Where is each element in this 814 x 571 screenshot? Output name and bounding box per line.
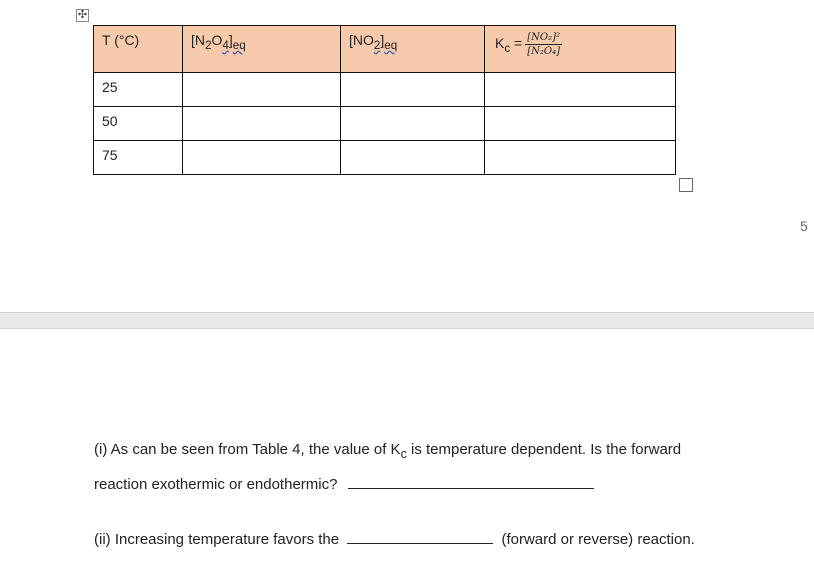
header-no2[interactable]: $[NO_2]_{eq}$ xyxy=(341,26,485,73)
header-temp[interactable]: T (°C) xyxy=(94,26,183,73)
table-resize-handle[interactable] xyxy=(679,178,693,192)
cell-temp[interactable]: 50 xyxy=(94,107,183,141)
cell-no2[interactable] xyxy=(341,107,485,141)
header-n2o4[interactable]: $[N_2O_4]_{eq}$ xyxy=(183,26,341,73)
cell-n2o4[interactable] xyxy=(183,107,341,141)
cell-kc[interactable] xyxy=(485,107,676,141)
table-move-handle-icon[interactable]: ✣ xyxy=(77,9,88,21)
question-i-line-2: reaction exothermic or endothermic? xyxy=(94,474,594,493)
kc-denominator: [N₂O₄] xyxy=(527,46,561,57)
cell-n2o4[interactable] xyxy=(183,73,341,107)
cell-temp[interactable]: 25 xyxy=(94,73,183,107)
answer-blank-i[interactable] xyxy=(348,474,594,489)
table-row xyxy=(94,73,676,107)
table-row xyxy=(94,107,676,141)
cell-kc[interactable] xyxy=(485,73,676,107)
page-number: 5 xyxy=(800,218,808,234)
cell-no2[interactable] xyxy=(341,141,485,175)
page-break-gap xyxy=(0,312,814,329)
cell-no2[interactable] xyxy=(341,73,485,107)
kc-fraction xyxy=(525,32,562,57)
cell-kc[interactable] xyxy=(485,141,676,175)
table-header-row xyxy=(94,26,676,73)
question-i-line-1: (i) As can be seen from Table 4, the value of $K_c$ is temperature dependent. Is the forward xyxy=(94,441,682,461)
cell-n2o4[interactable] xyxy=(183,141,341,175)
kc-expression: $K_c$ = $\frac{\text{[NO₂]²}}{\text{[N₂O₄]}}$ xyxy=(495,32,561,57)
header-kc[interactable] xyxy=(485,26,676,73)
answer-blank-ii[interactable] xyxy=(347,529,493,544)
question-ii-line: (ii) Increasing temperature favors the (forward or reverse) reaction. xyxy=(94,531,695,548)
equilibrium-table xyxy=(93,25,676,175)
kc-numerator: [NO₂]² xyxy=(527,32,561,43)
cell-temp[interactable]: 75 xyxy=(94,141,183,175)
table-row xyxy=(94,141,676,175)
